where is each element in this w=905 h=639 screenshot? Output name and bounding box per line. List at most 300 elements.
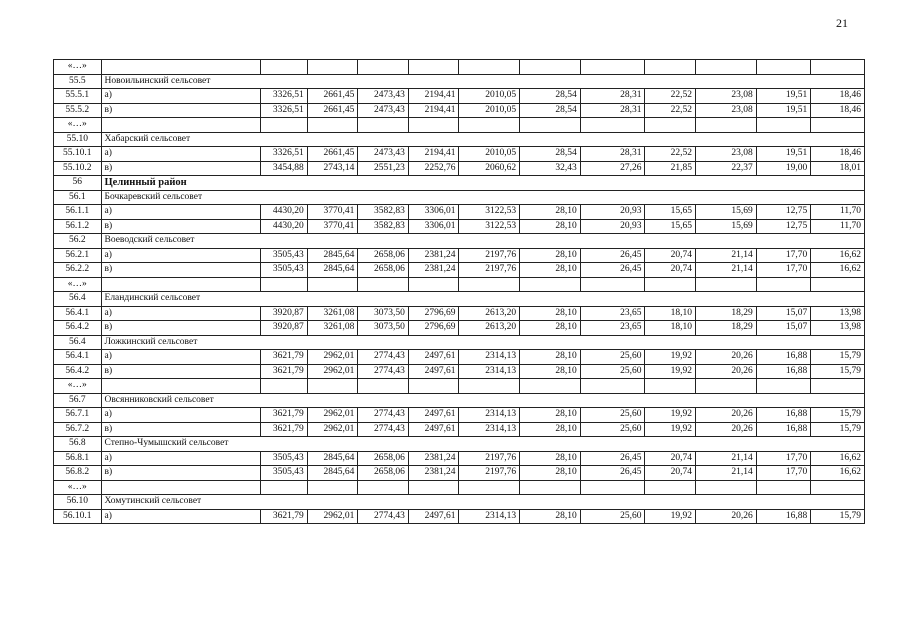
row-code: 55.10: [54, 132, 102, 147]
value-cell: 15,79: [811, 509, 865, 524]
value-cell: 2010,05: [459, 147, 520, 162]
row-code: 55.10.2: [54, 161, 102, 176]
empty-cell: [645, 118, 696, 133]
table-row: [54, 219, 865, 234]
value-cell: 28,10: [520, 205, 581, 220]
value-cell: 18,01: [811, 161, 865, 176]
empty-cell: [756, 379, 811, 394]
value-cell: 2194,41: [408, 89, 459, 104]
table-row: [54, 321, 865, 336]
row-label: в): [101, 219, 261, 234]
row-code: 55.5: [54, 74, 102, 89]
value-cell: 19,92: [645, 408, 696, 423]
row-code: 56.1.2: [54, 219, 102, 234]
value-cell: 19,92: [645, 422, 696, 437]
value-cell: 2197,76: [459, 248, 520, 263]
value-cell: 2381,24: [408, 248, 459, 263]
value-cell: 3770,41: [307, 219, 358, 234]
table-row: [54, 103, 865, 118]
row-code: 56: [54, 176, 102, 191]
settlement-name: Бочкаревский сельсовет: [101, 190, 864, 205]
value-cell: 15,07: [756, 306, 811, 321]
value-cell: 2314,13: [459, 509, 520, 524]
row-label: а): [101, 205, 261, 220]
row-code: «…»: [54, 379, 102, 394]
row-code: 56.10: [54, 495, 102, 510]
empty-cell: [408, 60, 459, 75]
value-cell: 19,92: [645, 509, 696, 524]
value-cell: 3621,79: [261, 364, 308, 379]
empty-cell: [358, 277, 409, 292]
row-label: а): [101, 89, 261, 104]
value-cell: 23,65: [580, 321, 645, 336]
table-row: [54, 509, 865, 524]
value-cell: 3505,43: [261, 451, 308, 466]
table-row: [54, 147, 865, 162]
value-cell: 2473,43: [358, 103, 409, 118]
value-cell: 27,26: [580, 161, 645, 176]
value-cell: 3454,88: [261, 161, 308, 176]
value-cell: 2194,41: [408, 103, 459, 118]
value-cell: 2962,01: [307, 364, 358, 379]
empty-cell: [459, 379, 520, 394]
value-cell: 20,74: [645, 248, 696, 263]
settlement-row: [54, 292, 865, 307]
empty-cell: [580, 480, 645, 495]
value-cell: 18,46: [811, 147, 865, 162]
row-code: 56.2.1: [54, 248, 102, 263]
value-cell: 19,92: [645, 364, 696, 379]
value-cell: 20,93: [580, 205, 645, 220]
empty-cell: [811, 60, 865, 75]
empty-cell: [696, 480, 757, 495]
row-label: а): [101, 306, 261, 321]
empty-cell: [261, 60, 308, 75]
value-cell: 3122,53: [459, 205, 520, 220]
ellipsis-row: [54, 480, 865, 495]
value-cell: 3122,53: [459, 219, 520, 234]
ellipsis-row: [54, 277, 865, 292]
ellipsis-row: [54, 118, 865, 133]
value-cell: 3326,51: [261, 147, 308, 162]
value-cell: 28,10: [520, 350, 581, 365]
value-cell: 26,45: [580, 451, 645, 466]
row-label: [101, 118, 261, 133]
value-cell: 20,74: [645, 451, 696, 466]
settlement-row: [54, 74, 865, 89]
row-label: в): [101, 161, 261, 176]
value-cell: 23,08: [696, 147, 757, 162]
settlement-row: [54, 437, 865, 452]
value-cell: 28,54: [520, 147, 581, 162]
row-code: 56.4.2: [54, 321, 102, 336]
empty-cell: [756, 60, 811, 75]
row-code: 56.4.1: [54, 306, 102, 321]
value-cell: 2197,76: [459, 451, 520, 466]
value-cell: 2796,69: [408, 321, 459, 336]
row-code: 56.7.1: [54, 408, 102, 423]
table-row: [54, 422, 865, 437]
value-cell: 20,26: [696, 364, 757, 379]
value-cell: 20,74: [645, 466, 696, 481]
value-cell: 16,88: [756, 408, 811, 423]
value-cell: 2613,20: [459, 321, 520, 336]
district-row: [54, 176, 865, 191]
row-code: 56.7: [54, 393, 102, 408]
empty-cell: [307, 379, 358, 394]
value-cell: 4430,20: [261, 205, 308, 220]
value-cell: 2661,45: [307, 89, 358, 104]
value-cell: 2962,01: [307, 408, 358, 423]
row-code: 56.8.1: [54, 451, 102, 466]
empty-cell: [408, 480, 459, 495]
value-cell: 2661,45: [307, 147, 358, 162]
value-cell: 2314,13: [459, 364, 520, 379]
value-cell: 11,70: [811, 205, 865, 220]
row-label: а): [101, 408, 261, 423]
value-cell: 2845,64: [307, 451, 358, 466]
empty-cell: [408, 118, 459, 133]
row-code: 56.1: [54, 190, 102, 205]
value-cell: 19,51: [756, 147, 811, 162]
value-cell: 2743,14: [307, 161, 358, 176]
table-row: [54, 306, 865, 321]
ellipsis-row: [54, 60, 865, 75]
empty-cell: [756, 480, 811, 495]
value-cell: 2658,06: [358, 451, 409, 466]
value-cell: 2845,64: [307, 263, 358, 278]
value-cell: 28,10: [520, 219, 581, 234]
row-code: 56.4.2: [54, 364, 102, 379]
tariff-table: [53, 59, 865, 524]
row-label: а): [101, 350, 261, 365]
value-cell: 3261,08: [307, 321, 358, 336]
empty-cell: [520, 60, 581, 75]
value-cell: 25,60: [580, 422, 645, 437]
value-cell: 2774,43: [358, 509, 409, 524]
value-cell: 2796,69: [408, 306, 459, 321]
value-cell: 2774,43: [358, 364, 409, 379]
value-cell: 3073,50: [358, 306, 409, 321]
empty-cell: [261, 379, 308, 394]
value-cell: 15,65: [645, 205, 696, 220]
value-cell: 3770,41: [307, 205, 358, 220]
value-cell: 2010,05: [459, 89, 520, 104]
settlement-row: [54, 132, 865, 147]
settlement-name: Ложкинский сельсовет: [101, 335, 864, 350]
value-cell: 22,52: [645, 147, 696, 162]
empty-cell: [520, 480, 581, 495]
value-cell: 2473,43: [358, 147, 409, 162]
value-cell: 2497,61: [408, 408, 459, 423]
empty-cell: [580, 118, 645, 133]
value-cell: 2314,13: [459, 350, 520, 365]
table-row: [54, 263, 865, 278]
table-row: [54, 451, 865, 466]
empty-cell: [811, 480, 865, 495]
value-cell: 2661,45: [307, 103, 358, 118]
empty-cell: [408, 379, 459, 394]
settlement-name: Хомутинский сельсовет: [101, 495, 864, 510]
row-label: [101, 60, 261, 75]
value-cell: 28,10: [520, 263, 581, 278]
value-cell: 3326,51: [261, 89, 308, 104]
value-cell: 16,88: [756, 364, 811, 379]
table-row: [54, 161, 865, 176]
value-cell: 28,10: [520, 408, 581, 423]
value-cell: 18,46: [811, 103, 865, 118]
value-cell: 3621,79: [261, 509, 308, 524]
value-cell: 2774,43: [358, 350, 409, 365]
table-row: [54, 89, 865, 104]
value-cell: 11,70: [811, 219, 865, 234]
value-cell: 2497,61: [408, 364, 459, 379]
value-cell: 2381,24: [408, 451, 459, 466]
value-cell: 18,10: [645, 321, 696, 336]
value-cell: 2010,05: [459, 103, 520, 118]
value-cell: 3621,79: [261, 408, 308, 423]
value-cell: 16,62: [811, 451, 865, 466]
empty-cell: [811, 118, 865, 133]
value-cell: 18,29: [696, 321, 757, 336]
row-code: 56.1.1: [54, 205, 102, 220]
value-cell: 3261,08: [307, 306, 358, 321]
value-cell: 17,70: [756, 248, 811, 263]
row-label: в): [101, 321, 261, 336]
empty-cell: [696, 60, 757, 75]
value-cell: 21,14: [696, 248, 757, 263]
settlement-row: [54, 335, 865, 350]
empty-cell: [645, 277, 696, 292]
settlement-row: [54, 234, 865, 249]
value-cell: 25,60: [580, 408, 645, 423]
row-code: 56.4: [54, 292, 102, 307]
row-label: [101, 379, 261, 394]
value-cell: 2658,06: [358, 263, 409, 278]
value-cell: 12,75: [756, 219, 811, 234]
value-cell: 28,10: [520, 451, 581, 466]
value-cell: 2774,43: [358, 408, 409, 423]
value-cell: 19,00: [756, 161, 811, 176]
value-cell: 18,10: [645, 306, 696, 321]
value-cell: 18,29: [696, 306, 757, 321]
value-cell: 3306,01: [408, 219, 459, 234]
table-row: [54, 248, 865, 263]
value-cell: 28,10: [520, 466, 581, 481]
row-code: «…»: [54, 480, 102, 495]
value-cell: 3621,79: [261, 350, 308, 365]
value-cell: 2497,61: [408, 509, 459, 524]
row-code: «…»: [54, 118, 102, 133]
empty-cell: [811, 277, 865, 292]
row-code: 56.8: [54, 437, 102, 452]
row-code: 56.4: [54, 335, 102, 350]
value-cell: 20,74: [645, 263, 696, 278]
settlement-name: Степно-Чумышский сельсовет: [101, 437, 864, 452]
page-number: 21: [836, 16, 848, 30]
value-cell: 2845,64: [307, 466, 358, 481]
value-cell: 28,54: [520, 89, 581, 104]
value-cell: 2551,23: [358, 161, 409, 176]
empty-cell: [307, 118, 358, 133]
row-label: [101, 277, 261, 292]
value-cell: 17,70: [756, 451, 811, 466]
row-code: 56.2.2: [54, 263, 102, 278]
empty-cell: [459, 60, 520, 75]
value-cell: 16,62: [811, 248, 865, 263]
settlement-name: Хабарский сельсовет: [101, 132, 864, 147]
value-cell: 20,93: [580, 219, 645, 234]
value-cell: 16,62: [811, 263, 865, 278]
value-cell: 32,43: [520, 161, 581, 176]
value-cell: 2381,24: [408, 466, 459, 481]
settlement-name: Овсянниковский сельсовет: [101, 393, 864, 408]
value-cell: 28,31: [580, 147, 645, 162]
value-cell: 2962,01: [307, 350, 358, 365]
value-cell: 16,88: [756, 509, 811, 524]
value-cell: 28,10: [520, 306, 581, 321]
value-cell: 28,10: [520, 509, 581, 524]
table-row: [54, 205, 865, 220]
value-cell: 20,26: [696, 350, 757, 365]
table-row: [54, 364, 865, 379]
ellipsis-row: [54, 379, 865, 394]
empty-cell: [307, 480, 358, 495]
value-cell: 3920,87: [261, 321, 308, 336]
value-cell: 3306,01: [408, 205, 459, 220]
value-cell: 2314,13: [459, 422, 520, 437]
value-cell: 2194,41: [408, 147, 459, 162]
value-cell: 20,26: [696, 408, 757, 423]
row-label: а): [101, 509, 261, 524]
value-cell: 19,92: [645, 350, 696, 365]
value-cell: 15,69: [696, 219, 757, 234]
value-cell: 15,79: [811, 422, 865, 437]
row-label: в): [101, 466, 261, 481]
empty-cell: [261, 277, 308, 292]
value-cell: 20,26: [696, 422, 757, 437]
empty-cell: [696, 118, 757, 133]
value-cell: 4430,20: [261, 219, 308, 234]
value-cell: 3505,43: [261, 263, 308, 278]
value-cell: 19,51: [756, 103, 811, 118]
value-cell: 2658,06: [358, 466, 409, 481]
empty-cell: [520, 118, 581, 133]
value-cell: 21,85: [645, 161, 696, 176]
value-cell: 2473,43: [358, 89, 409, 104]
value-cell: 21,14: [696, 451, 757, 466]
value-cell: 28,10: [520, 422, 581, 437]
value-cell: 2658,06: [358, 248, 409, 263]
empty-cell: [645, 60, 696, 75]
row-code: 56.8.2: [54, 466, 102, 481]
value-cell: 2962,01: [307, 422, 358, 437]
row-label: в): [101, 364, 261, 379]
row-label: а): [101, 451, 261, 466]
value-cell: 15,07: [756, 321, 811, 336]
empty-cell: [307, 277, 358, 292]
row-label: а): [101, 248, 261, 263]
value-cell: 3326,51: [261, 103, 308, 118]
value-cell: 2613,20: [459, 306, 520, 321]
row-code: 56.2: [54, 234, 102, 249]
value-cell: 2252,76: [408, 161, 459, 176]
value-cell: 13,98: [811, 321, 865, 336]
value-cell: 15,79: [811, 408, 865, 423]
empty-cell: [520, 277, 581, 292]
value-cell: 15,65: [645, 219, 696, 234]
empty-cell: [459, 118, 520, 133]
value-cell: 12,75: [756, 205, 811, 220]
row-code: 56.7.2: [54, 422, 102, 437]
value-cell: 28,10: [520, 321, 581, 336]
row-label: в): [101, 422, 261, 437]
empty-cell: [307, 60, 358, 75]
value-cell: 25,60: [580, 350, 645, 365]
value-cell: 28,31: [580, 89, 645, 104]
value-cell: 22,37: [696, 161, 757, 176]
value-cell: 22,52: [645, 103, 696, 118]
value-cell: 2381,24: [408, 263, 459, 278]
empty-cell: [520, 379, 581, 394]
settlement-name: Воеводский сельсовет: [101, 234, 864, 249]
value-cell: 15,79: [811, 350, 865, 365]
value-cell: 23,08: [696, 103, 757, 118]
value-cell: 16,88: [756, 422, 811, 437]
empty-cell: [756, 118, 811, 133]
value-cell: 3920,87: [261, 306, 308, 321]
value-cell: 15,79: [811, 364, 865, 379]
row-label: в): [101, 103, 261, 118]
empty-cell: [459, 277, 520, 292]
value-cell: 2774,43: [358, 422, 409, 437]
value-cell: 3505,43: [261, 248, 308, 263]
value-cell: 18,46: [811, 89, 865, 104]
value-cell: 26,45: [580, 466, 645, 481]
empty-cell: [358, 379, 409, 394]
row-code: 56.10.1: [54, 509, 102, 524]
settlement-row: [54, 495, 865, 510]
district-name: Целинный район: [101, 176, 864, 191]
value-cell: 28,10: [520, 248, 581, 263]
value-cell: 25,60: [580, 509, 645, 524]
value-cell: 23,65: [580, 306, 645, 321]
empty-cell: [580, 277, 645, 292]
row-code: 56.4.1: [54, 350, 102, 365]
value-cell: 17,70: [756, 466, 811, 481]
row-code: «…»: [54, 277, 102, 292]
empty-cell: [811, 379, 865, 394]
row-label: [101, 480, 261, 495]
empty-cell: [261, 480, 308, 495]
settlement-name: Новоильинский сельсовет: [101, 74, 864, 89]
table-row: [54, 408, 865, 423]
value-cell: 2314,13: [459, 408, 520, 423]
value-cell: 28,54: [520, 103, 581, 118]
table-row: [54, 466, 865, 481]
value-cell: 2197,76: [459, 466, 520, 481]
empty-cell: [358, 480, 409, 495]
empty-cell: [580, 60, 645, 75]
value-cell: 28,31: [580, 103, 645, 118]
value-cell: 22,52: [645, 89, 696, 104]
value-cell: 2845,64: [307, 248, 358, 263]
value-cell: 16,88: [756, 350, 811, 365]
row-label: а): [101, 147, 261, 162]
value-cell: 2962,01: [307, 509, 358, 524]
row-code: 55.10.1: [54, 147, 102, 162]
value-cell: 15,69: [696, 205, 757, 220]
